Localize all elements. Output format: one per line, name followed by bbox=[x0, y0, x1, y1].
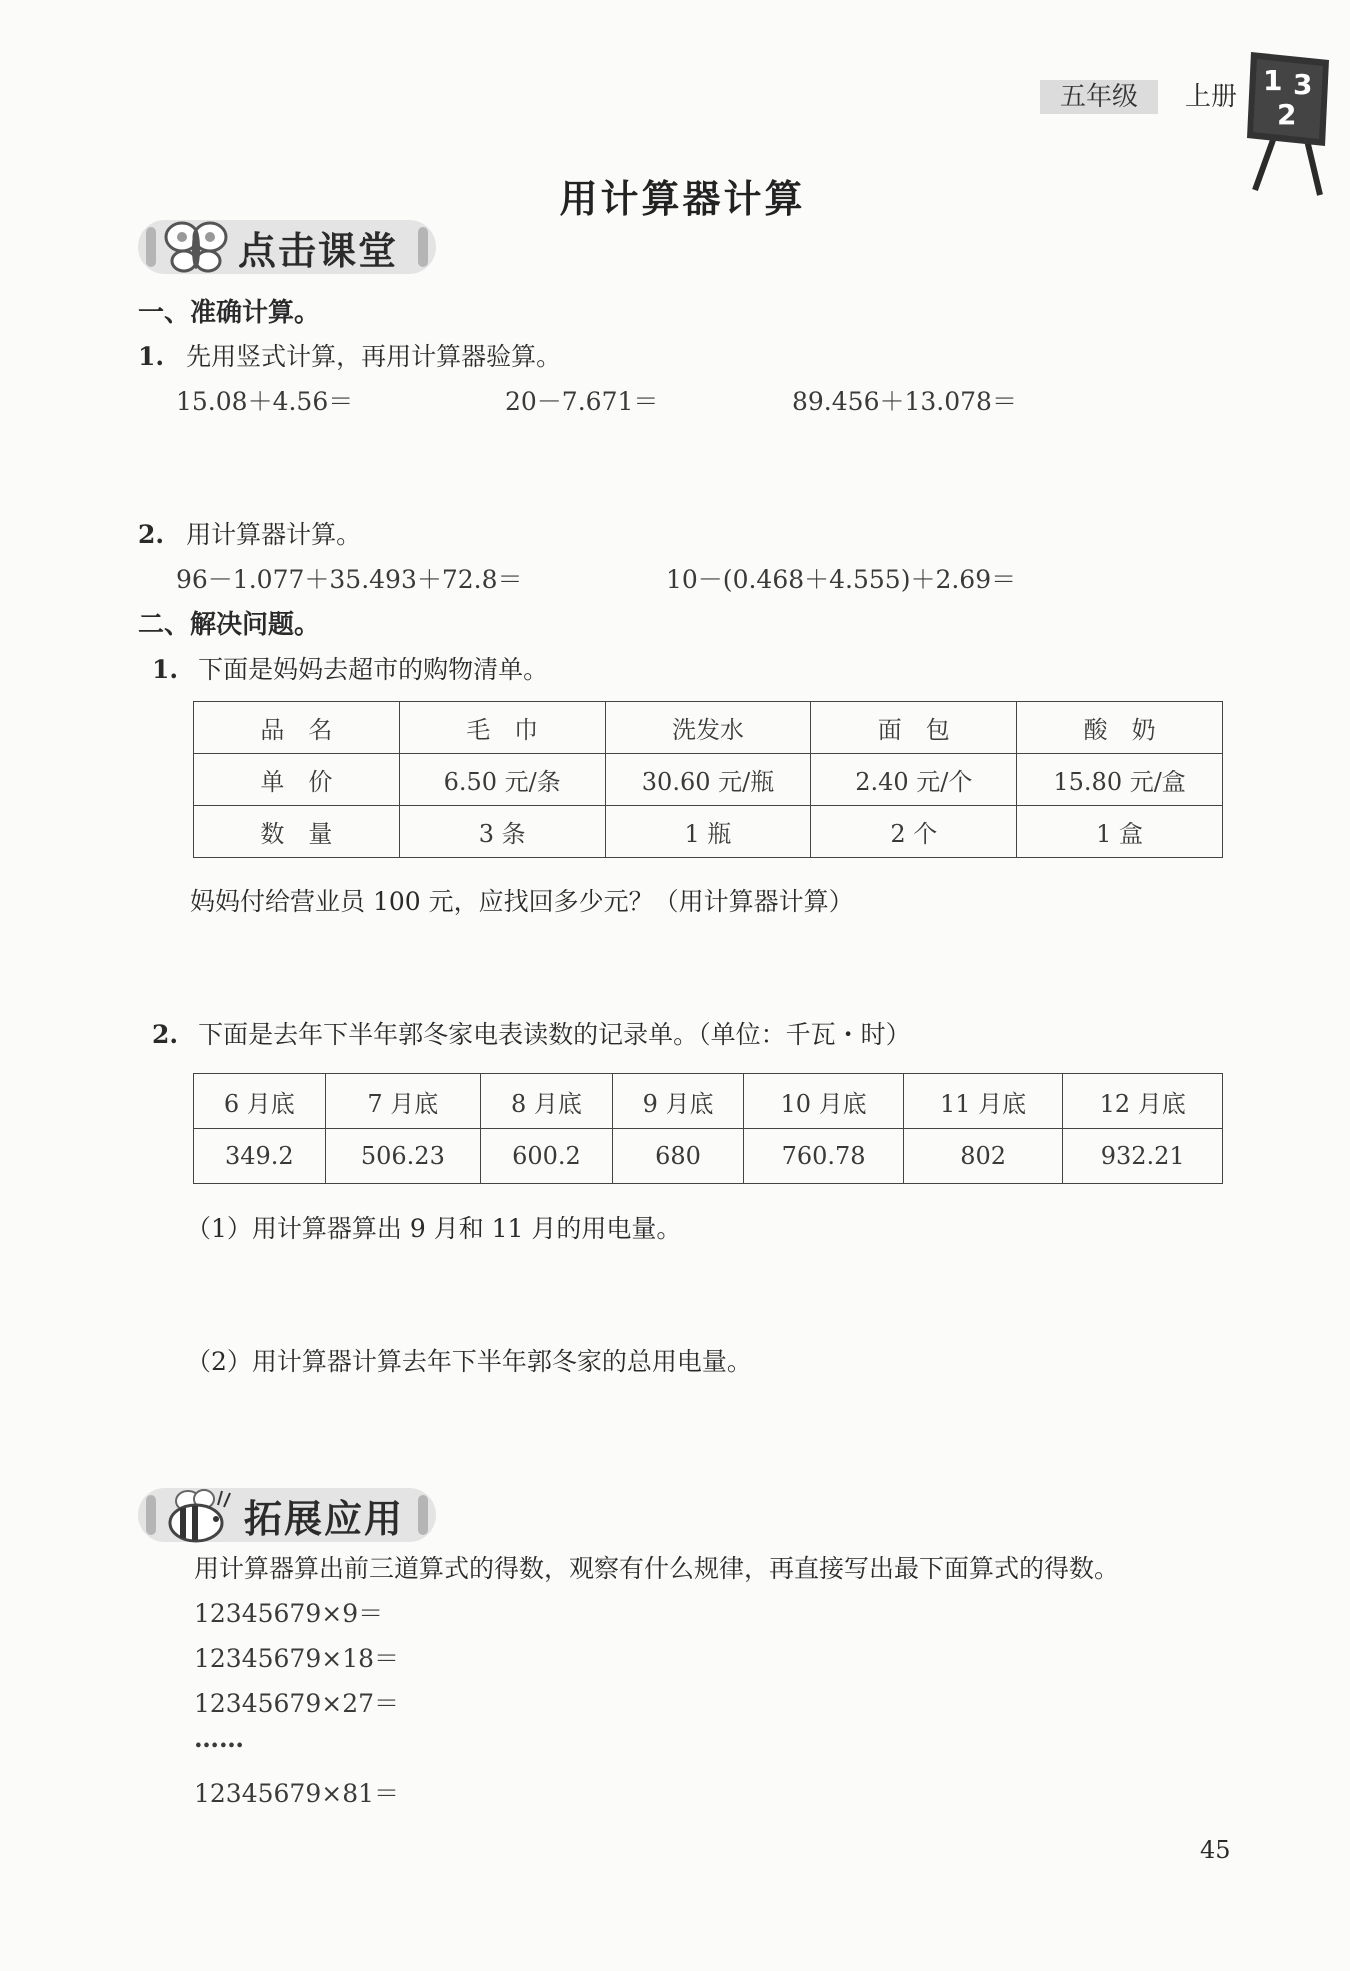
question-1-2 bbox=[138, 515, 361, 551]
question-text: 妈妈付给营业员 100 元，应找回多少元？（用计算器计算） bbox=[190, 887, 854, 916]
table-cell: 毛 巾 bbox=[399, 702, 605, 754]
bee-icon bbox=[158, 1483, 238, 1547]
board-digit: 3 bbox=[1293, 68, 1313, 101]
table-cell: 932.21 bbox=[1063, 1129, 1223, 1184]
extension-line: 12345679×27＝ bbox=[194, 1689, 400, 1718]
banner-right-cap bbox=[418, 1495, 428, 1535]
table-cell: 3 条 bbox=[399, 806, 605, 858]
expression: 15.08＋4.56＝ bbox=[176, 387, 354, 416]
table-cell: 30.60 元/瓶 bbox=[605, 754, 811, 806]
extension-line: 12345679×81＝ bbox=[194, 1779, 400, 1808]
question-prompt: 下面是去年下半年郭冬家电表读数的记录单。（单位：千瓦・时） bbox=[198, 1020, 911, 1049]
section-banner-extension bbox=[138, 1488, 436, 1542]
table-cell: 单 价 bbox=[194, 754, 400, 806]
sub-question-2: （2）用计算器计算去年下半年郭冬家的总用电量。 bbox=[186, 1347, 752, 1376]
table-cell: 760.78 bbox=[744, 1129, 904, 1184]
expression: 10－(0.468＋4.555)＋2.69＝ bbox=[666, 565, 1017, 594]
question-prompt: 下面是妈妈去超市的购物清单。 bbox=[198, 655, 549, 684]
extension-line: 12345679×18＝ bbox=[194, 1644, 400, 1673]
question-number: 2. bbox=[152, 1020, 179, 1049]
table-cell: 洗发水 bbox=[605, 702, 811, 754]
page-title: 用计算器计算 bbox=[559, 177, 806, 221]
shopping-list-table bbox=[193, 701, 1223, 858]
question-number: 2. bbox=[138, 520, 165, 549]
question-1-1 bbox=[138, 337, 561, 373]
table-cell: 680 bbox=[612, 1129, 744, 1184]
sub-question-1: （1）用计算器算出 9 月和 11 月的用电量。 bbox=[186, 1214, 682, 1243]
table-header-cell: 10 月底 bbox=[744, 1074, 904, 1129]
expression: 89.456＋13.078＝ bbox=[792, 387, 1017, 416]
table-header-cell: 12 月底 bbox=[1063, 1074, 1223, 1129]
question-2-2 bbox=[152, 1015, 911, 1051]
question-number: 1. bbox=[138, 342, 165, 371]
table-row bbox=[194, 806, 1223, 858]
question-2-1 bbox=[152, 650, 548, 686]
volume-label: 上册 bbox=[1185, 82, 1238, 112]
table-cell: 2.40 元/个 bbox=[811, 754, 1017, 806]
table-cell: 酸 奶 bbox=[1017, 702, 1223, 754]
meter-reading-table bbox=[193, 1073, 1223, 1184]
section-heading-1: 一、准确计算。 bbox=[138, 298, 321, 328]
table-cell: 349.2 bbox=[194, 1129, 326, 1184]
table-row bbox=[194, 754, 1223, 806]
table-cell: 6.50 元/条 bbox=[399, 754, 605, 806]
table-cell: 802 bbox=[903, 1129, 1063, 1184]
expression: 96－1.077＋35.493＋72.8＝ bbox=[176, 565, 523, 594]
table-row bbox=[194, 702, 1223, 754]
extension-line: 12345679×9＝ bbox=[194, 1599, 384, 1628]
question-prompt: 用计算器计算。 bbox=[186, 520, 362, 549]
table-row bbox=[194, 1074, 1223, 1129]
table-header-cell: 7 月底 bbox=[325, 1074, 481, 1129]
table-header-cell: 8 月底 bbox=[481, 1074, 613, 1129]
table-cell: 600.2 bbox=[481, 1129, 613, 1184]
table-cell: 面 包 bbox=[811, 702, 1017, 754]
table-header-cell: 6 月底 bbox=[194, 1074, 326, 1129]
section-heading-2: 二、解决问题。 bbox=[138, 610, 321, 640]
page-number: 45 bbox=[1200, 1836, 1231, 1864]
banner-label: 拓展应用 bbox=[244, 1496, 405, 1541]
table-cell: 15.80 元/盒 bbox=[1017, 754, 1223, 806]
butterfly-icon bbox=[160, 215, 232, 279]
extension-prompt: 用计算器算出前三道算式的得数，观察有什么规律，再直接写出最下面算式的得数。 bbox=[194, 1554, 1120, 1583]
banner-right-cap bbox=[418, 227, 428, 267]
expression: 20－7.671＝ bbox=[505, 387, 659, 416]
table-cell: 1 瓶 bbox=[605, 806, 811, 858]
question-number: 1. bbox=[152, 655, 179, 684]
ellipsis: …… bbox=[194, 1724, 244, 1753]
table-header-cell: 9 月底 bbox=[612, 1074, 744, 1129]
table-row bbox=[194, 1129, 1223, 1184]
table-header-cell: 11 月底 bbox=[903, 1074, 1063, 1129]
banner-left-cap bbox=[146, 227, 156, 267]
board-digit: 2 bbox=[1277, 98, 1297, 131]
banner-left-cap bbox=[146, 1495, 156, 1535]
grade-badge: 五年级 bbox=[1040, 80, 1158, 114]
table-cell: 数 量 bbox=[194, 806, 400, 858]
table-cell: 品 名 bbox=[194, 702, 400, 754]
board-digit: 1 bbox=[1263, 64, 1283, 97]
section-banner-classroom bbox=[138, 220, 436, 274]
question-prompt: 先用竖式计算，再用计算器验算。 bbox=[186, 342, 562, 371]
table-cell: 506.23 bbox=[325, 1129, 481, 1184]
banner-label: 点击课堂 bbox=[238, 228, 399, 273]
table-cell: 1 盒 bbox=[1017, 806, 1223, 858]
table-cell: 2 个 bbox=[811, 806, 1017, 858]
